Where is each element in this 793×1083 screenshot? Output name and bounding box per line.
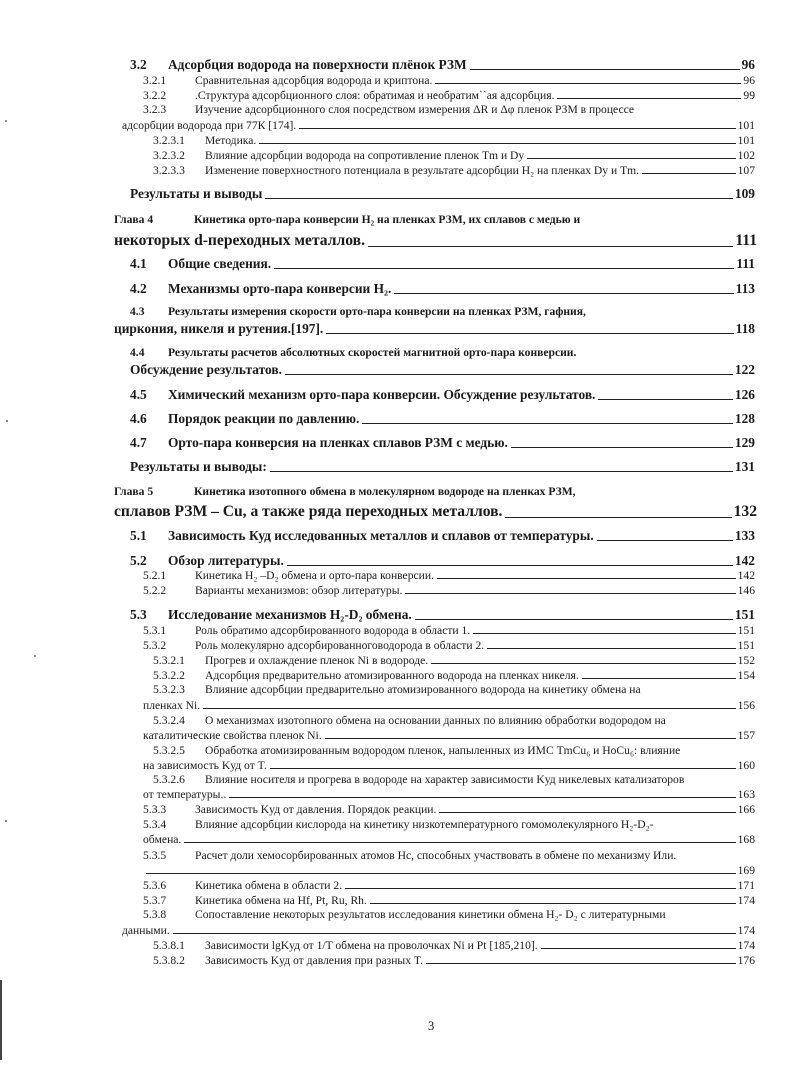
chapter-number: Глава 4 — [114, 213, 154, 226]
page-ref: 176 — [737, 954, 755, 967]
toc-entry — [114, 232, 757, 250]
toc-entry — [130, 411, 755, 427]
toc-entry-first-line — [143, 818, 653, 832]
section-title-continued: каталитические свойства пленок Ni. — [143, 729, 322, 742]
toc-entry — [153, 149, 755, 162]
scan-speck — [6, 420, 8, 422]
page-ref: 154 — [737, 669, 755, 682]
toc-entry — [143, 74, 755, 87]
section-title: Зависимость Куд исследованных металлов и сплавов от температуры. — [168, 528, 594, 543]
section-title: Прогрев и охлаждение пленок Ni в водороде. — [205, 654, 429, 667]
section-number: 5.3.2.4 — [153, 714, 185, 727]
page-ref: 118 — [735, 321, 755, 336]
section-number: 4.2 — [130, 281, 147, 296]
section-title: Кинетика H₂ –D₂ обмена и орто-пара конверсии. — [195, 569, 434, 582]
section-title: Адсорбция водорода на поверхности плёнок РЗМ — [168, 57, 467, 72]
page-ref: 142 — [737, 569, 755, 582]
toc-entry — [130, 528, 755, 544]
section-title: Зависимость Kуд от давления при разных T. — [205, 954, 424, 967]
section-title: Влияние адсорбции предварительно атомизированного водорода на кинетику обмена на — [205, 683, 641, 696]
toc-entry — [114, 503, 757, 521]
section-number: 5.1 — [130, 528, 147, 543]
scan-speck — [5, 820, 7, 822]
toc-entry — [130, 186, 755, 202]
section-title: Результаты расчетов абсолютных скоростей магнитной орто-пара конверсии. — [168, 346, 577, 359]
chapter-title: Кинетика изотопного обмена в молекулярном водороде на пленках РЗМ, — [194, 485, 576, 498]
toc-entry — [130, 387, 755, 403]
page-ref: 160 — [737, 759, 755, 772]
toc-entry-first-line — [130, 304, 586, 320]
section-title-continued: Обсуждение результатов. — [130, 362, 282, 377]
section-number: 5.3.2.2 — [153, 669, 185, 682]
section-title: Кинетика обмена в области 2. — [195, 879, 343, 892]
page-ref: 163 — [737, 788, 755, 801]
section-number: 3.2.3.1 — [153, 134, 185, 147]
section-number: 3.2.2 — [143, 89, 167, 102]
chapter-number: Глава 5 — [114, 485, 154, 498]
scan-speck — [34, 655, 36, 657]
section-title: Влияние адсорбции кислорода на кинетику низкотемпературного гомомолекулярного H₂-D₂- — [195, 818, 654, 831]
page-ref: 157 — [737, 729, 755, 742]
page-ref: 133 — [734, 528, 755, 543]
section-title: Адсорбция предварительно атомизированного водорода на пленках никеля. — [205, 669, 579, 682]
section-number: 5.3.7 — [143, 894, 167, 907]
page-ref: 111 — [735, 232, 757, 249]
toc-entry — [143, 89, 755, 102]
toc-entry — [130, 362, 755, 378]
section-number: 4.6 — [130, 411, 147, 426]
toc-entry — [143, 879, 755, 892]
section-number: 3.2.3.3 — [153, 164, 185, 177]
section-number: 5.2.2 — [143, 584, 167, 597]
toc-entry-first-line — [153, 773, 684, 787]
section-title: Роль обратимо адсорбированного водорода в области 1. — [195, 624, 471, 637]
page-ref: 109 — [734, 186, 755, 201]
toc-entry — [153, 134, 755, 147]
toc-entry — [143, 894, 755, 907]
page-ref: 151 — [734, 607, 755, 622]
page-ref: 169 — [737, 864, 755, 877]
page-ref: 174 — [737, 939, 755, 952]
toc-entry — [114, 321, 755, 337]
section-title: Расчет доли хемосорбированных атомов Hc, способных участвовать в обмене по механизму Или. — [195, 849, 677, 862]
section-title: Кинетика обмена на Hf, Pt, Ru, Rh. — [195, 894, 367, 907]
section-title: Зависимость Kуд от давления. Порядок реакции. — [195, 803, 437, 816]
section-title: Роль молекулярно адсорбированноговодорода в области 2. — [195, 639, 485, 652]
section-title: Порядок реакции по давлению. — [168, 411, 360, 426]
toc-entry — [143, 803, 755, 816]
page-ref: 111 — [736, 256, 755, 271]
toc-entry — [153, 164, 755, 177]
chapter-heading-first-line — [114, 211, 580, 229]
section-title: Результаты и выводы — [130, 186, 263, 201]
page-ref: 122 — [734, 362, 755, 377]
scan-speck — [5, 120, 7, 122]
section-title-continued: от температуры.. — [143, 788, 227, 801]
toc-entry — [130, 607, 755, 623]
section-number: 5.3.4 — [143, 818, 167, 831]
section-number: 5.3.8 — [143, 908, 167, 921]
toc-entry — [130, 281, 755, 297]
section-title: Варианты механизмов: обзор литературы. — [195, 584, 403, 597]
section-number: 5.3.5 — [143, 849, 167, 862]
section-number: 5.3.6 — [143, 879, 167, 892]
section-title: Методика. — [205, 134, 257, 147]
toc-entry — [153, 669, 755, 682]
page-ref: 101 — [737, 119, 755, 132]
scan-edge — [0, 980, 2, 1060]
page-ref: 152 — [737, 654, 755, 667]
page-ref: 102 — [737, 149, 755, 162]
section-number: 5.3.2.3 — [153, 683, 185, 696]
chapter-title-continued: некоторых d-переходных металлов. — [114, 232, 365, 249]
section-title: Сопоставление некоторых результатов исследования кинетики обмена H₂- D₂ с литературными — [195, 908, 666, 921]
section-title: Изучение адсорбционного слоя посредством измерения ΔR и Δφ пленок РЗМ в процессе — [195, 103, 635, 116]
toc-entry-first-line — [143, 849, 676, 863]
page-ref: 96 — [741, 57, 755, 72]
toc-entry — [122, 924, 755, 937]
toc-entry — [143, 864, 755, 877]
section-title-continued: данными. — [122, 924, 170, 937]
section-number: 3.2.1 — [143, 74, 167, 87]
page-ref: 101 — [737, 134, 755, 147]
section-title-continued: адсорбции водорода при 77К [174]. — [122, 119, 297, 132]
section-number: 5.2 — [130, 553, 147, 568]
section-title: Орто-пара конверсия на пленках сплавов РЗМ с медью. — [168, 435, 508, 450]
page-ref: 166 — [737, 803, 755, 816]
page-ref: 168 — [737, 833, 755, 846]
section-title: .Структура адсорбционного слоя: обратимая и необратим``ая адсорбция. — [195, 89, 555, 102]
section-title: Исследование механизмов H₂-D₂ обмена. — [168, 607, 412, 622]
section-number: 5.3.2 — [143, 639, 167, 652]
page-number: 3 — [428, 1019, 435, 1033]
section-number: 5.3.3 — [143, 803, 167, 816]
section-title: Сравнительная адсорбция водорода и криптона. — [195, 74, 433, 87]
section-number: 5.3.2.6 — [153, 773, 185, 786]
section-title-continued: циркония, никеля и рутения.[197]. — [114, 321, 324, 336]
toc-entry — [143, 624, 755, 637]
page-ref: 107 — [737, 164, 755, 177]
toc-entry — [122, 119, 755, 132]
toc-entry — [153, 939, 755, 952]
section-title: Влияние адсорбции водорода на сопротивление пленок Tm и Dy — [205, 149, 525, 162]
section-number: 5.3.1 — [143, 624, 167, 637]
chapter-title: Кинетика орто-пара конверсии H₂ на пленках РЗМ, их сплавов с медью и — [194, 213, 581, 226]
page-ref: 129 — [734, 435, 755, 450]
section-title: Изменение поверхностного потенциала в результате адсорбции H₂ на пленках Dy и Tm. — [205, 164, 640, 177]
section-title: Результаты и выводы: — [130, 459, 267, 474]
toc-entry-first-line — [143, 908, 666, 922]
section-title: Обработка атомизированным водородом пленок, напыленных из ИМС TmCu₆ и HoCu₆: влияние — [205, 744, 681, 757]
section-number: 4.4 — [130, 346, 145, 359]
section-title-continued: пленках Ni. — [143, 699, 201, 712]
toc-entry — [143, 788, 755, 801]
toc-entry — [143, 569, 755, 582]
section-number: 5.3.2.5 — [153, 744, 185, 757]
section-number: 5.3.8.1 — [153, 939, 185, 952]
section-title: Результаты измерения скорости орто-пара конверсии на пленках РЗМ, гафния, — [168, 305, 586, 318]
toc-entry — [143, 833, 755, 846]
toc-entry — [153, 954, 755, 967]
section-number: 4.5 — [130, 387, 147, 402]
page-ref: 99 — [743, 89, 755, 102]
toc-entry-first-line — [153, 683, 641, 697]
section-title: Обзор литературы. — [168, 553, 284, 568]
toc-entry-first-line — [143, 103, 634, 117]
page-ref: 171 — [737, 879, 755, 892]
section-number: 3.2 — [130, 57, 147, 72]
page-ref: 174 — [737, 894, 755, 907]
page-ref: 151 — [737, 639, 755, 652]
toc-entry — [143, 759, 755, 772]
toc-entry-first-line — [153, 744, 680, 758]
section-title: Общие сведения. — [168, 256, 272, 271]
toc-entry — [143, 639, 755, 652]
page-ref: 156 — [737, 699, 755, 712]
page-ref: 131 — [734, 459, 755, 474]
chapter-heading-first-line — [114, 483, 576, 501]
section-number: 3.2.3 — [143, 103, 167, 116]
page-ref: 146 — [737, 584, 755, 597]
toc-entry — [130, 459, 755, 475]
page-ref: 126 — [734, 387, 755, 402]
section-title-continued: на зависимость Kуд от T. — [143, 759, 267, 772]
section-title: О механизмах изотопного обмена на основании данных по влиянию обработки водородом на — [205, 714, 666, 727]
toc-entry-first-line — [153, 714, 666, 728]
section-title: Химический механизм орто-пара конверсии. Обсуждение результатов. — [168, 387, 596, 402]
page-ref: 132 — [733, 503, 757, 520]
toc-entry — [130, 553, 755, 569]
section-title: Зависимости lgKуд от 1/T обмена на проволочках Ni и Pt [185,210]. — [205, 939, 538, 952]
section-number: 4.1 — [130, 256, 147, 271]
page-ref: 174 — [737, 924, 755, 937]
section-number: 4.7 — [130, 435, 147, 450]
toc-entry — [130, 256, 755, 272]
toc-entry-first-line — [130, 345, 576, 361]
section-number: 5.2.1 — [143, 569, 167, 582]
section-number: 3.2.3.2 — [153, 149, 185, 162]
page-ref: 113 — [735, 281, 755, 296]
page-ref: 96 — [743, 74, 755, 87]
toc-entry — [143, 584, 755, 597]
section-number: 5.3 — [130, 607, 147, 622]
section-title: Механизмы орто-пара конверсии H₂. — [168, 281, 392, 296]
toc-entry — [130, 435, 755, 451]
section-title-continued: обмена. — [143, 833, 182, 846]
toc-entry — [153, 654, 755, 667]
page-ref: 128 — [734, 411, 755, 426]
chapter-title-continued: сплавов РЗМ – Cu, а также ряда переходных металлов. — [114, 503, 503, 520]
toc-entry — [130, 57, 755, 73]
toc-entry — [143, 729, 755, 742]
toc-entry — [143, 699, 755, 712]
page-ref: 151 — [737, 624, 755, 637]
section-number: 5.3.8.2 — [153, 954, 185, 967]
section-number: 5.3.2.1 — [153, 654, 185, 667]
section-number: 4.3 — [130, 305, 145, 318]
page-ref: 142 — [734, 553, 755, 568]
section-title: Влияние носителя и прогрева в водороде на характер зависимости Kуд никелевых катализаторов — [205, 773, 685, 786]
